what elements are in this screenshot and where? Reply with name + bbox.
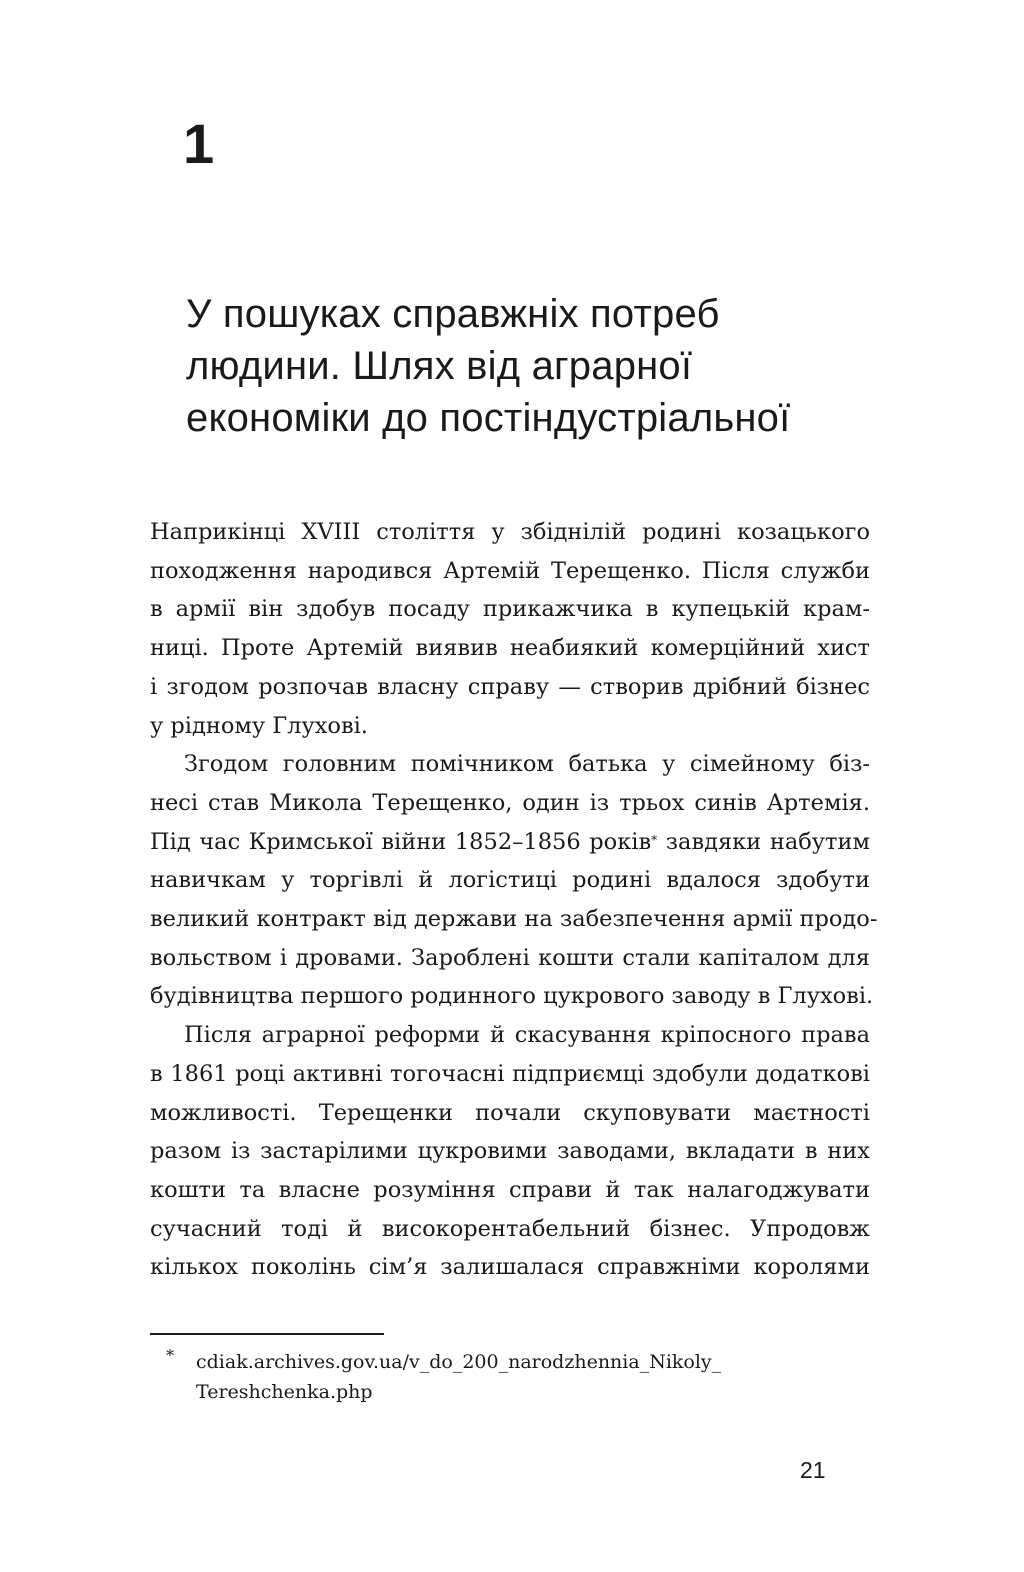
paragraph-line: походження народився Артемій Терещенко. Після служби [150,557,870,584]
paragraph-line: сучасний тоді й високорентабельний бізнес. Упродовж [150,1215,870,1242]
paragraph-line: Після аграрної реформи й скасування кріпосного права [184,1022,870,1049]
footnote-mark: * [166,1346,174,1365]
paragraph-line: і згодом розпочав власну справу — створив дрібний бізнес [150,673,870,700]
paragraph-line: разом із застарілими цукровими заводами, вкладати в них [150,1138,870,1165]
chapter-title-line: У пошуках справжніх потреб [186,292,720,336]
paragraph-line: Наприкінці XVIII століття у збіднілій родині козацького [150,519,870,545]
footnote-line: Tereshchenka.php [196,1381,373,1403]
paragraph-line: великий контракт від держави на забезпечення армії продо- [150,906,878,933]
paragraph-line: у рідному Глухові. [150,712,368,739]
paragraph-line: кошти та власне розуміння справи й так налагоджувати [150,1176,870,1203]
chapter-title-line: людини. Шлях від аграрної [186,344,693,388]
paragraph-line: Згодом головним помічником батька у сімейному біз- [184,751,870,778]
paragraph-line: навичкам у торгівлі й логістиці родині вдалося здобути [150,867,870,894]
paragraph-line: в армії він здобув посаду прикажчика в купецькій крам- [150,596,870,623]
paragraph-line-head: Під час Кримської війни 1852–1856 років [150,828,652,855]
page-number: 21 [800,1457,826,1483]
footnote-text[interactable] [166,1347,806,1407]
paragraph-line: кількох поколінь сім’я залишалася справжніми королями [150,1254,870,1281]
footnote-divider [150,1333,384,1335]
footnote [166,1347,806,1407]
chapter-number: 1 [183,112,215,175]
paragraph-line: в 1861 році активні тогочасні підприємці здобули додаткові [150,1060,870,1087]
footnote-reference[interactable]: * [651,832,658,847]
paragraph-line: несі став Микола Терещенко, один із трьох синів Артемія. [150,789,870,816]
paragraph-line-tail: завдяки набутим [665,828,870,855]
paragraph-line-with-footnote [150,823,870,862]
body-text [150,513,878,1287]
paragraph-line: можливості. Терещенки почали скуповувати маєтності [150,1099,870,1126]
chapter-title [186,288,906,444]
chapter-title-line: економіки до постіндустріальної [186,396,791,440]
footnote-line: cdiak.archives.gov.ua/v_do_200_narodzhennia_Nikoly_ [196,1351,722,1373]
paragraph-line: ниці. Проте Артемій виявив неабиякий комерційний хист [150,635,870,662]
paragraph-line: вольством і дровами. Зароблені кошти стали капіталом для [150,944,870,971]
paragraph-line: будівництва першого родинного цукрового заводу в Глухові. [150,983,874,1010]
